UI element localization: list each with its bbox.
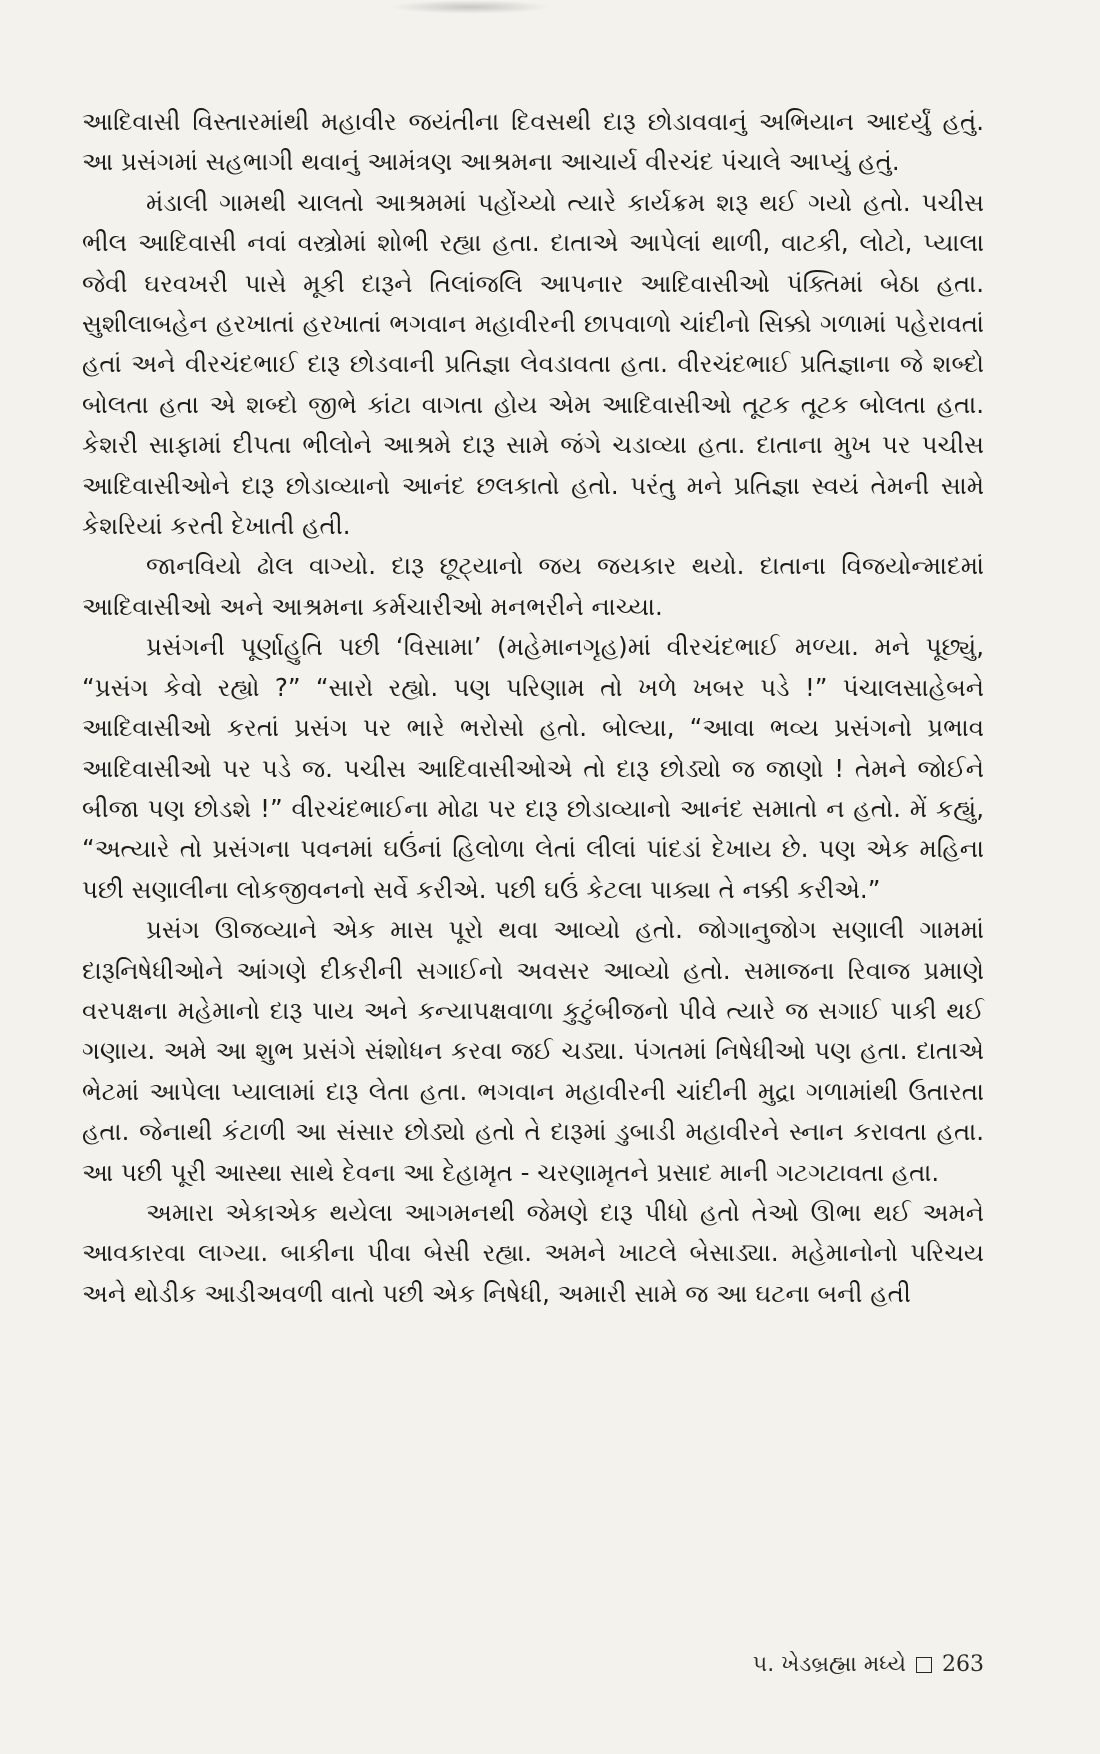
square-separator-icon [916,1657,932,1673]
paragraph: અમારા એકાએક થયેલા આગમનથી જેમણે દારૂ પીધો હતો તેઓ ઊભા થઈ અમને આવકારવા લાગ્યા. બાકીના પીવા બેસી રહ્યા. અમને ખાટલે બેસાડ્યા. મહેમાનોનો પરિચય અને થોડીક આડીઅવળી વાતો પછી એક નિષેધી, અમારી સામે જ આ ઘટના બની હતી [82,1197,984,1308]
paragraph: મંડાલી ગામથી ચાલતો આશ્રમમાં પહોંચ્યો ત્યારે કાર્યક્રમ શરૂ થઈ ગયો હતો. પચીસ ભીલ આદિવાસી નવાં વસ્ત્રોમાં શોભી રહ્યા હતા. દાતાએ આપેલાં થાળી, વાટકી, લોટો, પ્યાલા જેવી ઘરવખરી પાસે મૂકી દારૂને તિલાંજલિ આપનાર આદિવાસીઓ પંક્તિમાં બેઠા હતા. સુશીલાબહેન હરખાતાં હરખાતાં ભગવાન મહાવીરની છાપવાળો ચાંદીનો સિક્કો ગળામાં પહેરાવતાં હતાં અને વીરચંદભાઈ દારૂ છોડવાની પ્રતિજ્ઞા લેવડાવતા હતા. વીરચંદભાઈ પ્રતિજ્ઞાના જે શબ્દો બોલતા હતા એ શબ્દો જીભે કાંટા વાગતા હોય એમ આદિવાસીઓ તૂટક તૂટક બોલતા હતા. કેશરી સાફામાં દીપતા ભીલોને આશ્રમે દારૂ સામે જંગે ચડાવ્યા હતા. દાતાના મુખ પર પચીસ આદિવાસીઓને દારૂ છોડાવ્યાનો આનંદ છલકાતો હતો. પરંતુ મને પ્રતિજ્ઞા સ્વયં તેમની સામે કેશરિયાં કરતી દેખાતી હતી. [82,187,984,541]
body-text [82,102,984,1314]
chapter-title: ૫. ખેડબ્રહ્મા મધ્યે [752,1652,906,1677]
paragraph: પ્રસંગની પૂર્ણાહુતિ પછી ‘વિસામા’ (મહેમાનગૃહ)માં વીરચંદભાઈ મળ્યા. મને પૂછ્યું, “પ્રસંગ કેવો રહ્યો ?” “સારો રહ્યો. પણ પરિણામ તો ખળે ખબર પડે !” પંચાલસાહેબને આદિવાસીઓ કરતાં પ્રસંગ પર ભારે ભરોસો હતો. બોલ્યા, “આવા ભવ્ય પ્રસંગનો પ્રભાવ આદિવાસીઓ પર પડે જ. પચીસ આદિવાસીઓએ તો દારૂ છોડ્યો જ જાણો ! તેમને જોઈને બીજા પણ છોડશે !” વીરચંદભાઈના મોઢા પર દારૂ છોડાવ્યાનો આનંદ સમાતો ન હતો. મેં કહ્યું, “અત્યારે તો પ્રસંગના પવનમાં ઘઉંનાં હિલોળા લેતાં લીલાં પાંદડાં દેખાય છે. પણ એક મહિના પછી સણાલીના લોકજીવનનો સર્વે કરીએ. પછી ઘઉં કેટલા પાક્યા તે નક્કી કરીએ.” [82,632,984,904]
page-number: 263 [942,1652,984,1677]
page-footer [753,1652,984,1677]
scan-smudge [390,0,550,14]
paragraph: પ્રસંગ ઊજવ્યાને એક માસ પૂરો થવા આવ્યો હતો. જોગાનુજોગ સણાલી ગામમાં દારૂનિષેધીઓને આંગણે દીકરીની સગાઈનો અવસર આવ્યો હતો. સમાજના રિવાજ પ્રમાણે વરપક્ષના મહેમાનો દારૂ પાય અને કન્યાપક્ષવાળા કુટુંબીજનો પીવે ત્યારે જ સગાઈ પાકી થઈ ગણાય. અમે આ શુભ પ્રસંગે સંશોધન કરવા જઈ ચડ્યા. પંગતમાં નિષેધીઓ પણ હતા. દાતાએ ભેટમાં આપેલા પ્યાલામાં દારૂ લેતા હતા. ભગવાન મહાવીરની ચાંદીની મુદ્રા ગળામાંથી ઉતારતા હતા. જેનાથી કંટાળી આ સંસાર છોડ્યો હતો તે દારૂમાં ડુબાડી મહાવીરને સ્નાન કરાવતા હતા. આ પછી પૂરી આસ્થા સાથે દેવના આ દેહામૃત - ચરણામૃતને પ્રસાદ માની ગટગટાવતા હતા. [82,915,984,1187]
paragraph: આદિવાસી વિસ્તારમાંથી મહાવીર જયંતીના દિવસથી દારૂ છોડાવવાનું અભિયાન આદર્યું હતું. આ પ્રસંગમાં સહભાગી થવાનું આમંત્રણ આશ્રમના આચાર્ય વીરચંદ પંચાલે આપ્યું હતું. [82,107,984,177]
paragraph: જાનવિયો ઢોલ વાગ્યો. દારૂ છૂટ્યાનો જય જયકાર થયો. દાતાના વિજયોન્માદમાં આદિવાસીઓ અને આશ્રમના કર્મચારીઓ મનભરીને નાચ્યા. [82,551,984,621]
